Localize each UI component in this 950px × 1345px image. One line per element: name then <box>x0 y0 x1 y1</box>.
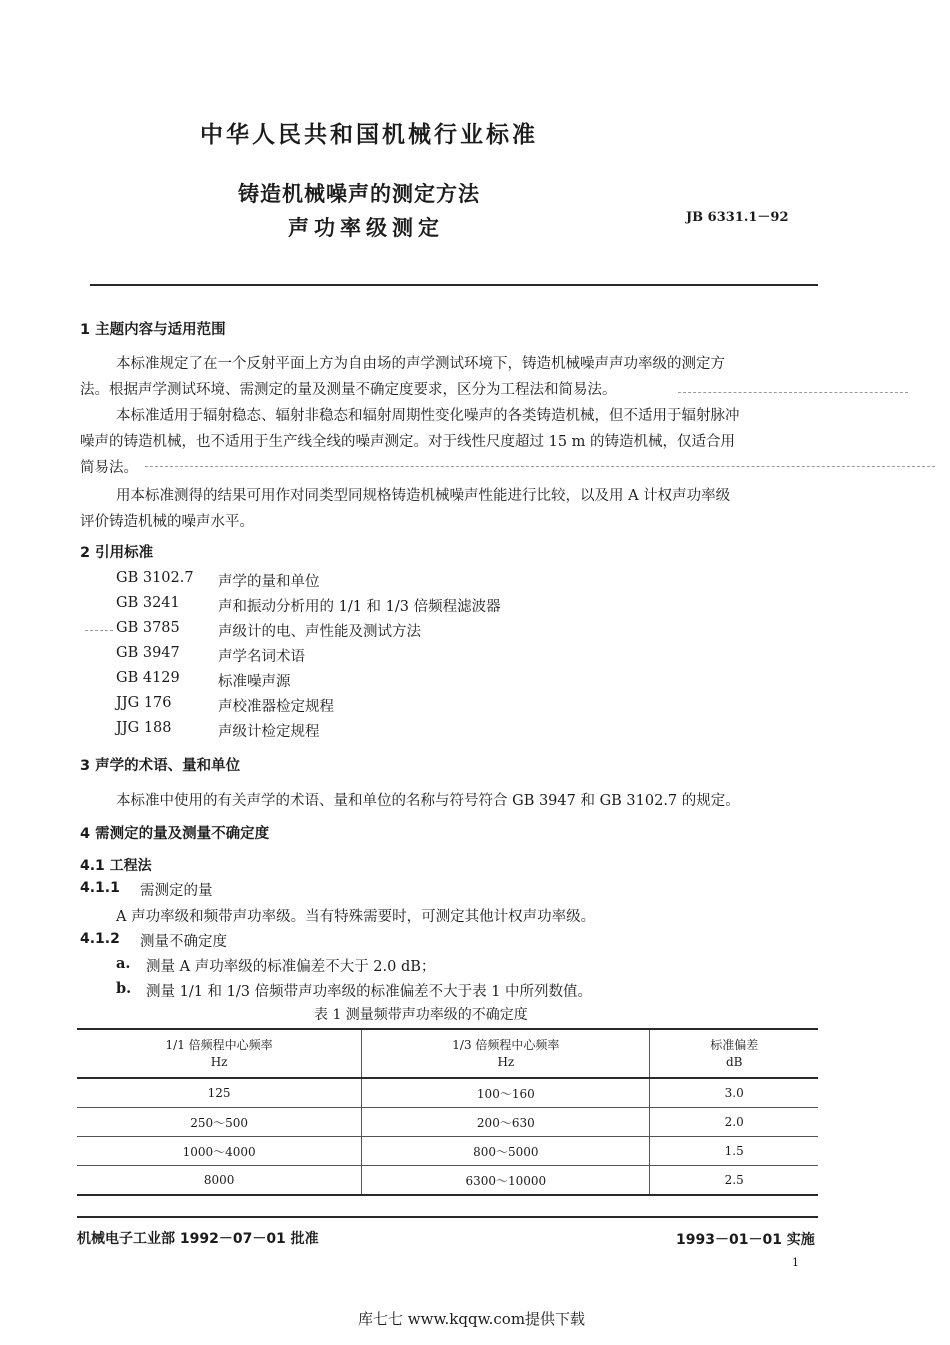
section-4-1-1-title: 需测定的量 <box>140 883 213 899</box>
scan-artifact-line <box>145 466 935 467</box>
paragraph-line: 噪声的铸造机械，也不适用于生产线全线的噪声测定。对于线性尺度超过 15 m 的铸造机械，仅适合用 <box>80 434 736 450</box>
header-unit: dB <box>725 1054 743 1069</box>
table-row <box>77 1078 818 1108</box>
ref-title: 声校准器检定规程 <box>218 699 334 715</box>
table-cell: 125 <box>77 1078 362 1108</box>
paragraph-line: 用本标准测得的结果可用作对同类型同规格铸造机械噪声性能进行比较，以及用 A 计权声功率级 <box>116 488 731 504</box>
section-2-heading: 2 引用标准 <box>80 545 154 561</box>
effective-date: 1993－01－01 实施 <box>676 1232 815 1248</box>
column-header <box>77 1029 362 1078</box>
list-item: 测量 A 声功率级的标准偏差不大于 2.0 dB； <box>146 959 436 975</box>
section-3-heading: 3 声学的术语、量和单位 <box>80 758 241 774</box>
table-cell: 1000～4000 <box>77 1137 362 1166</box>
header-line: 标准偏差 <box>710 1037 759 1052</box>
ref-title: 声学名词术语 <box>218 649 305 665</box>
ref-code: JJG 176 <box>116 695 172 711</box>
footer-divider <box>77 1216 818 1218</box>
ref-title: 声级计的电、声性能及测试方法 <box>218 624 421 640</box>
document-title-line1: 铸造机械噪声的测定方法 <box>238 182 480 206</box>
table-cell: 1.5 <box>650 1137 818 1166</box>
header-unit: Hz <box>497 1054 515 1069</box>
table-row <box>77 1137 818 1166</box>
table-cell: 100～160 <box>362 1078 650 1108</box>
paragraph-line: 评价铸造机械的噪声水平。 <box>80 514 254 530</box>
table-cell: 250～500 <box>77 1108 362 1137</box>
scan-artifact-line <box>85 630 113 631</box>
column-header <box>650 1029 818 1078</box>
table-row <box>77 1166 818 1196</box>
section-1-heading: 1 主题内容与适用范围 <box>80 322 226 338</box>
paragraph-line: 本标准适用于辐射稳态、辐射非稳态和辐射周期性变化噪声的各类铸造机械，但不适用于辐射脉冲 <box>116 408 740 424</box>
ref-code: GB 3241 <box>116 595 180 611</box>
list-label: b. <box>116 980 132 997</box>
ref-title: 声学的量和单位 <box>218 574 320 590</box>
ref-title: 标准噪声源 <box>218 674 291 690</box>
section-4-1-2-title: 测量不确定度 <box>140 934 227 950</box>
scan-artifact-line <box>678 392 908 393</box>
ref-code: JJG 188 <box>116 720 172 736</box>
table-cell: 8000 <box>77 1166 362 1196</box>
table-caption: 表 1 测量频带声功率级的不确定度 <box>314 1007 528 1023</box>
header-line: 1/3 倍频程中心频率 <box>452 1037 560 1052</box>
ref-title: 声级计检定规程 <box>218 724 320 740</box>
table-cell: 3.0 <box>650 1078 818 1108</box>
paragraph-line: A 声功率级和频带声功率级。当有特殊需要时，可测定其他计权声功率级。 <box>116 909 596 925</box>
column-header <box>362 1029 650 1078</box>
ref-code: GB 3102.7 <box>116 570 194 586</box>
table-cell: 2.5 <box>650 1166 818 1196</box>
table-cell: 200～630 <box>362 1108 650 1137</box>
paragraph-line: 本标准规定了在一个反射平面上方为自由场的声学测试环境下，铸造机械噪声声功率级的测定方 <box>116 356 725 372</box>
header-line: 1/1 倍频程中心频率 <box>165 1037 273 1052</box>
org-title: 中华人民共和国机械行业标准 <box>200 122 538 148</box>
ref-code: GB 4129 <box>116 670 180 686</box>
table-cell: 6300～10000 <box>362 1166 650 1196</box>
paragraph-line: 本标准中使用的有关声学的术语、量和单位的名称与符号符合 GB 3947 和 GB 3102.7 的规定。 <box>116 793 740 809</box>
paragraph-line: 简易法。 <box>80 460 138 476</box>
standard-code: JB 6331.1－92 <box>686 210 789 225</box>
paragraph-line: 法。根据声学测试环境、需测定的量及测量不确定度要求，区分为工程法和简易法。 <box>80 382 617 398</box>
table-header-row <box>77 1029 818 1078</box>
list-item: 测量 1/1 和 1/3 倍频带声功率级的标准偏差不大于表 1 中所列数值。 <box>146 984 593 1000</box>
section-4-heading: 4 需测定的量及测量不确定度 <box>80 826 270 842</box>
ref-code: GB 3947 <box>116 645 180 661</box>
header-unit: Hz <box>210 1054 228 1069</box>
page-number: 1 <box>792 1256 799 1269</box>
approval-line: 机械电子工业部 1992－07－01 批准 <box>77 1231 319 1247</box>
uncertainty-table <box>77 1028 818 1196</box>
section-4-1-heading: 4.1 工程法 <box>80 858 152 874</box>
ref-title: 声和振动分析用的 1/1 和 1/3 倍频程滤波器 <box>218 599 501 615</box>
ref-code: GB 3785 <box>116 620 180 636</box>
table-cell: 2.0 <box>650 1108 818 1137</box>
download-watermark: 库七七 www.kqqw.com提供下载 <box>358 1310 586 1328</box>
document-title-line2: 声功率级测定 <box>288 216 444 240</box>
header-divider <box>90 284 818 286</box>
table-row <box>77 1108 818 1137</box>
section-number: 4.1.1 <box>80 880 120 896</box>
list-label: a. <box>116 955 131 972</box>
table-cell: 800～5000 <box>362 1137 650 1166</box>
section-number: 4.1.2 <box>80 931 120 947</box>
